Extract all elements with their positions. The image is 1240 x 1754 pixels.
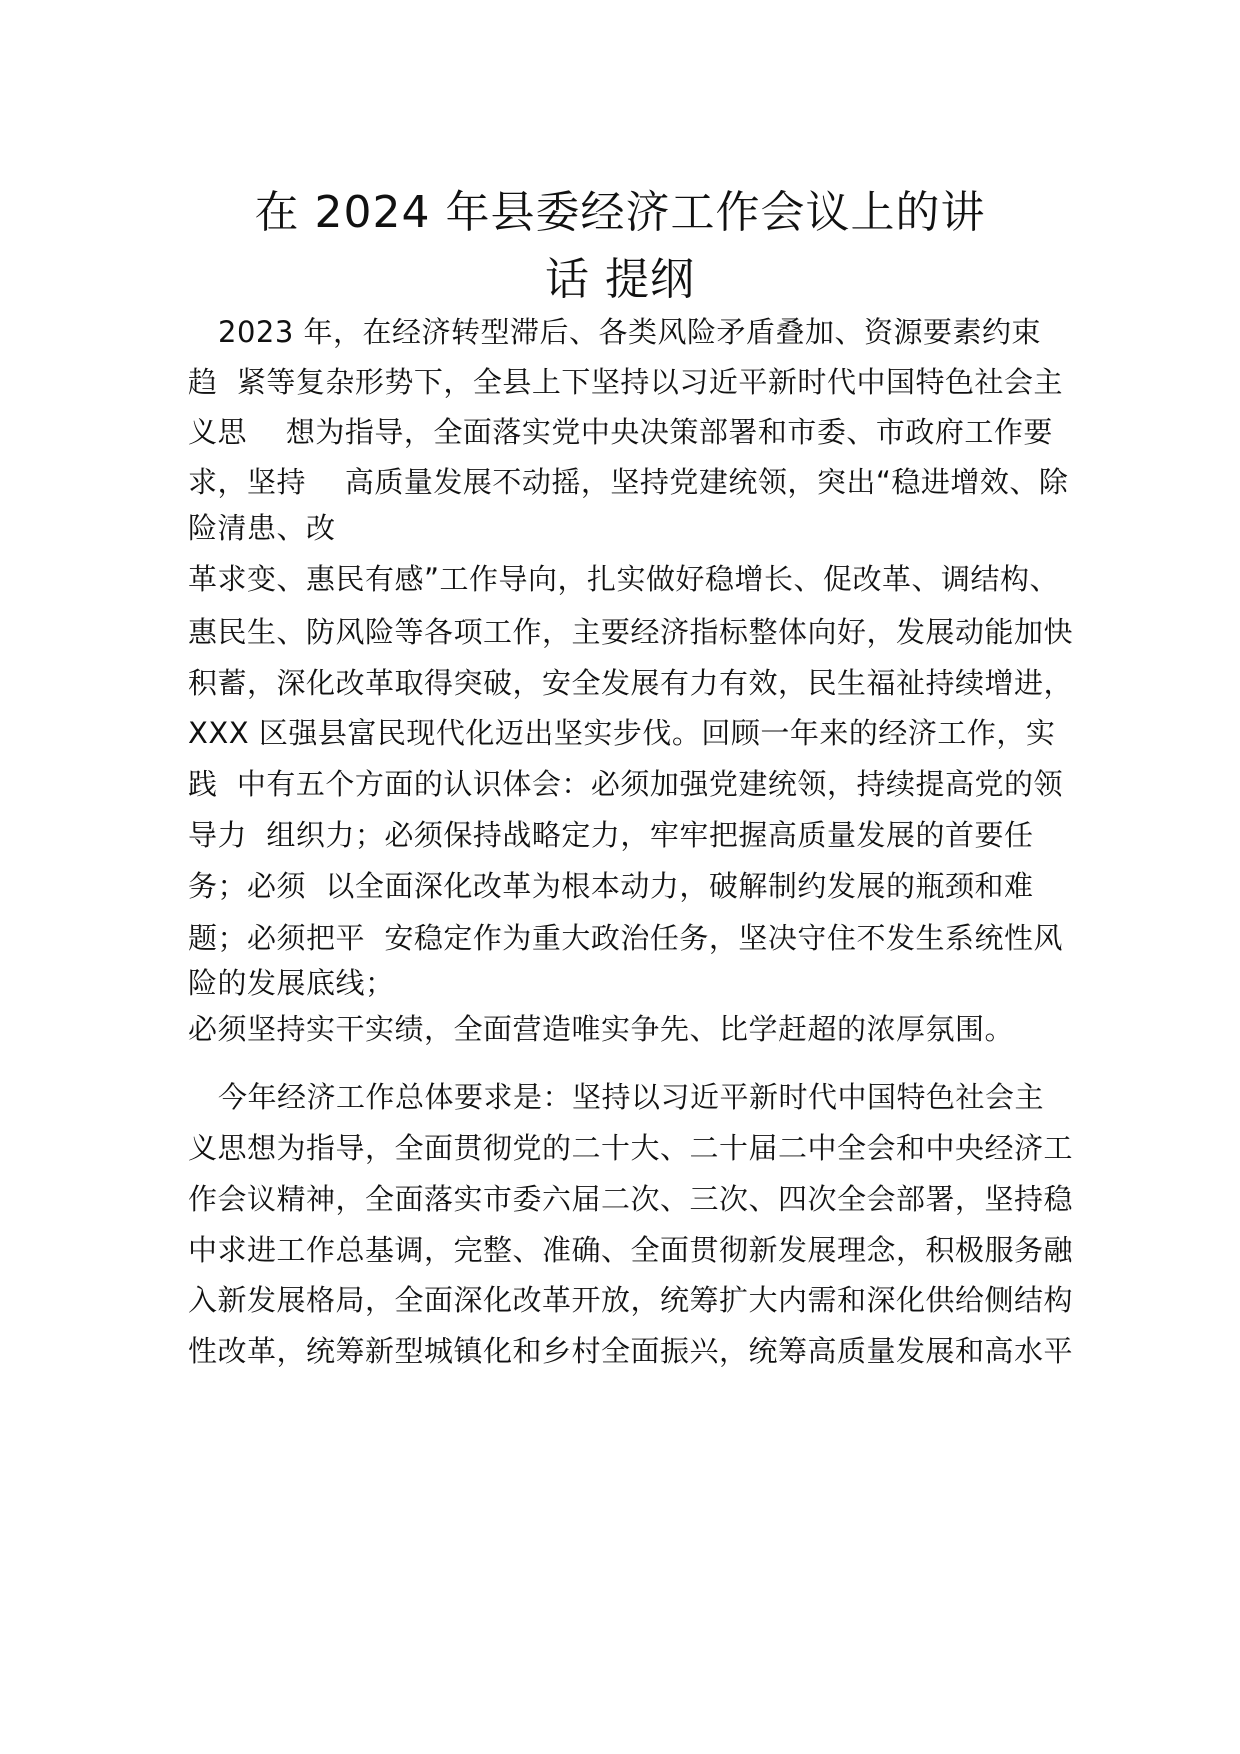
text-line: 今年经济工作总体要求是：坚持以习近平新时代中国特色社会主 bbox=[218, 1080, 1045, 1114]
text-line: 惠民生、防风险等各项工作，主要经济指标整体向好，发展动能加快 bbox=[188, 615, 1074, 649]
text-line: 导力 组织力；必须保持战略定力，牢牢把握高质量发展的首要任 bbox=[188, 818, 1034, 852]
text-line: 入新发展格局，全面深化改革开放，统筹扩大内需和深化供给侧结构 bbox=[188, 1283, 1074, 1317]
document-title-line-1: 在 2024 年县委经济工作会议上的讲 bbox=[254, 187, 986, 238]
text-line: 2023 年，在经济转型滞后、各类风险矛盾叠加、资源要素约束 bbox=[218, 315, 1042, 349]
text-line: 义思想为指导，全面贯彻党的二十大、二十届二中全会和中央经济工 bbox=[188, 1131, 1074, 1165]
text-line: 趋 紧等复杂形势下，全县上下坚持以习近平新时代中国特色社会主 bbox=[188, 365, 1063, 399]
text-line: 中求进工作总基调，完整、准确、全面贯彻新发展理念，积极服务融 bbox=[188, 1233, 1074, 1267]
text-line: 践 中有五个方面的认识体会：必须加强党建统领，持续提高党的领 bbox=[188, 767, 1063, 801]
text-line: 作会议精神，全面落实市委六届二次、三次、四次全会部署，坚持稳 bbox=[188, 1182, 1074, 1216]
text-line: 务；必须 以全面深化改革为根本动力，破解制约发展的瓶颈和难 bbox=[188, 869, 1034, 903]
text-line: 题；必须把平 安稳定作为重大政治任务，坚决守住不发生系统性风 bbox=[188, 921, 1063, 955]
text-line: 险清患、改 bbox=[188, 511, 336, 545]
text-line: 险的发展底线； bbox=[188, 966, 395, 1000]
text-line: 必须坚持实干实绩，全面营造唯实争先、比学赶超的浓厚氛围。 bbox=[188, 1012, 1015, 1046]
text-line: 求，坚持 高质量发展不动摇，坚持党建统领，突出“稳进增效、除 bbox=[188, 465, 1069, 499]
text-line: 革求变、惠民有感”工作导向，扎实做好稳增长、促改革、调结构、 bbox=[188, 562, 1060, 596]
document-title-line-2: 话 提纲 bbox=[545, 254, 695, 305]
text-line: 义思 想为指导，全面落实党中央决策部署和市委、市政府工作要 bbox=[188, 415, 1053, 449]
text-line: XXX 区强县富民现代化迈出坚实步伐。回顾一年来的经济工作，实 bbox=[188, 716, 1056, 750]
text-line: 性改革，统筹新型城镇化和乡村全面振兴，统筹高质量发展和高水平 bbox=[188, 1334, 1074, 1368]
text-line: 积蓄，深化改革取得突破，安全发展有力有效，民生福祉持续增进， bbox=[188, 666, 1074, 700]
